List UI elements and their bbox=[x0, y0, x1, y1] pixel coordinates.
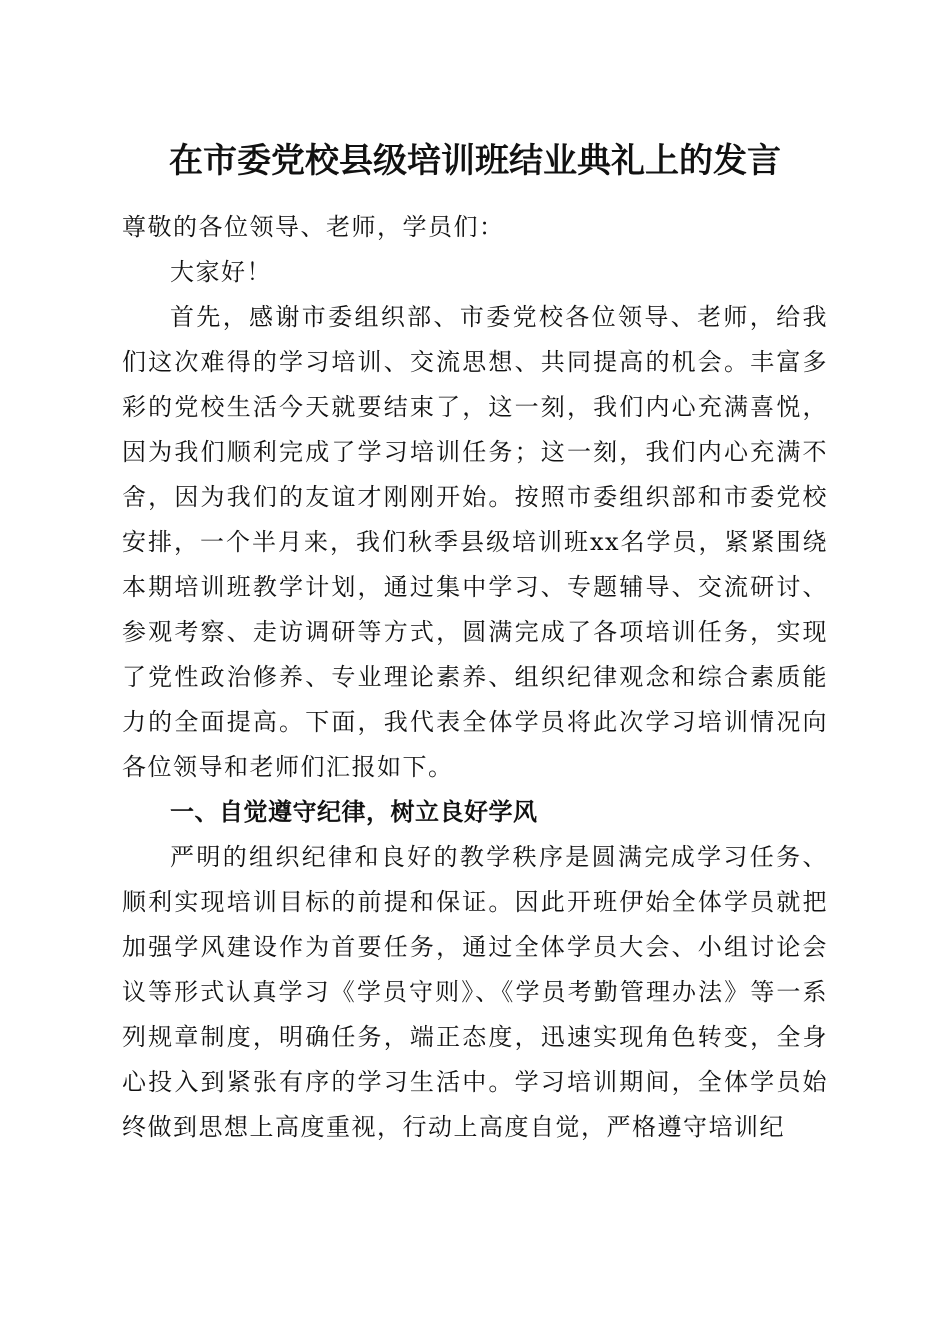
paragraph-section-1: 严明的组织纪律和良好的教学秩序是圆满完成学习任务、顺利实现培训目标的前提和保证。因此开班伊始全体学员就把加强学风建设作为首要任务，通过全体学员大会、小组讨论会议等形式认真学习《学员守则》、《学员考勤管理办法》等一系列规章制度，明确任务，端正态度，迅速实现角色转变，全身心投入到紧张有序的学习生活中。学习培训期间，全体学员始终做到思想上高度重视，行动上高度自觉，严格遵守培训纪 bbox=[122, 843, 828, 1141]
document-body bbox=[122, 205, 828, 1150]
greeting-line: 大家好！ bbox=[170, 258, 272, 286]
paragraph-intro: 首先，感谢市委组织部、市委党校各位领导、老师，给我们这次难得的学习培训、交流思想、共同提高的机会。丰富多彩的党校生活今天就要结束了，这一刻，我们内心充满喜悦，因为我们顺利完成了学习培训任务；这一刻，我们内心充满不舍，因为我们的友谊才刚刚开始。按照市委组织部和市委党校安排，一个半月来，我们秋季县级培训班xx名学员，紧紧围绕本期培训班教学计划，通过集中学习、专题辅导、交流研讨、参观考察、走访调研等方式，圆满完成了各项培训任务，实现了党性政治修养、专业理论素养、组织纪律观念和综合素质能力的全面提高。下面，我代表全体学员将此次学习培训情况向各位领导和老师们汇报如下。 bbox=[122, 303, 828, 781]
section-heading-1: 一、自觉遵守纪律，树立良好学风 bbox=[170, 798, 538, 826]
salutation-line: 尊敬的各位领导、老师，学员们： bbox=[122, 213, 505, 241]
document-title: 在市委党校县级培训班结业典礼上的发言 bbox=[169, 141, 781, 181]
